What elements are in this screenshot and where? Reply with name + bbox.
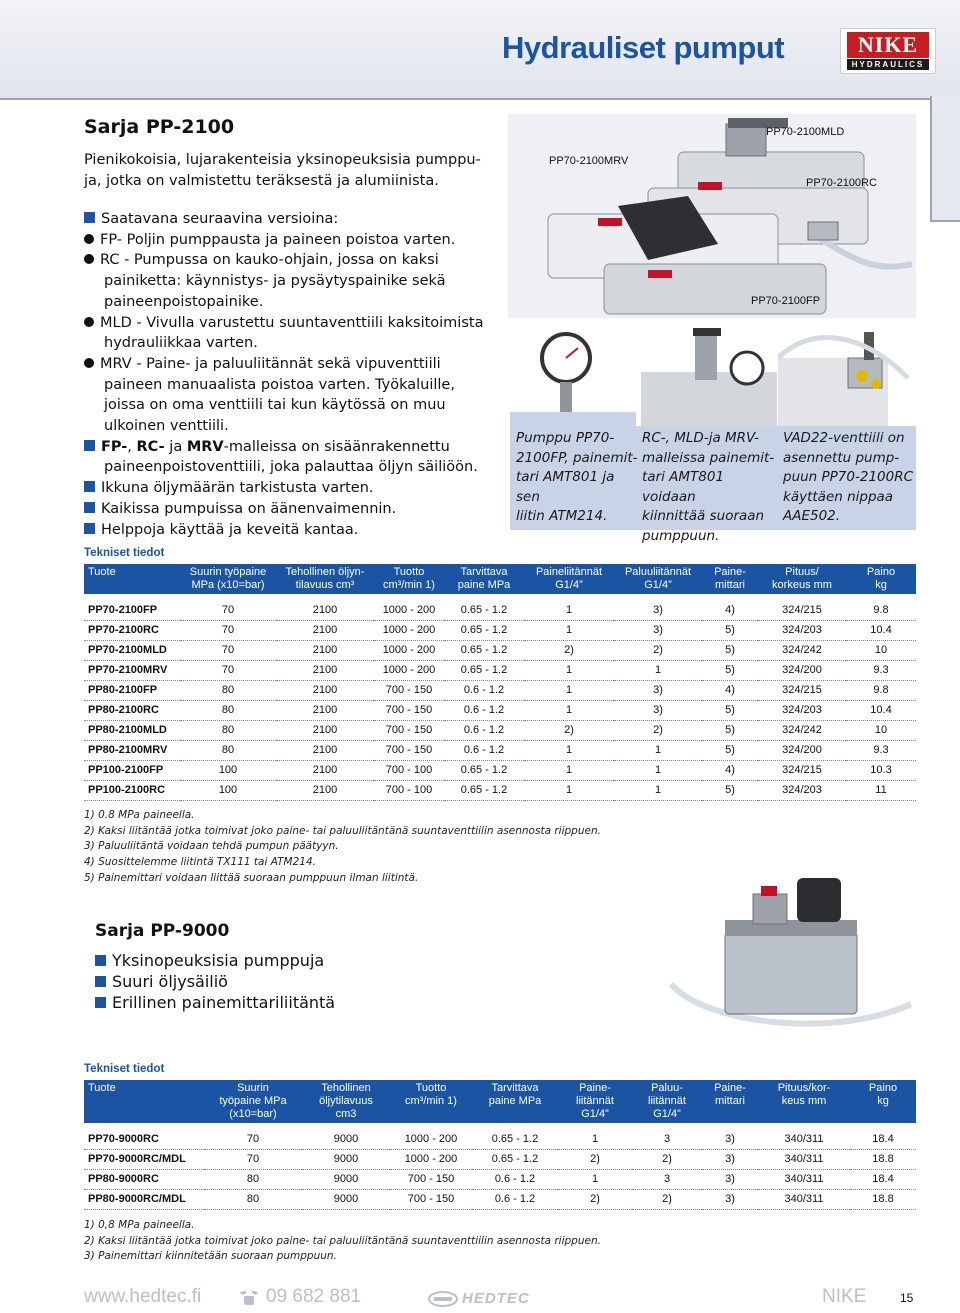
table-row — [84, 1129, 916, 1149]
footnote: 1) 0,8 MPa paineella. — [84, 1219, 195, 1231]
phone-icon — [238, 1287, 260, 1307]
product-cell: PP70-2100MLD — [84, 640, 180, 660]
table-row — [84, 720, 916, 740]
table-cell: 324/215 — [758, 680, 846, 700]
series-pp2100-features: Saatavana seuraavina versioina: FP- Poljin pumppausta ja paineen poistoa varten. RC - Pumpussa on kauko-ohjain, jossa on kaksi painiketta: käynnistys- ja pysäytyspainike sekä paineenpoistopainike. MLD - Vivulla varustettu suuntaventtiili kaksitoimista hydrauliikkaa varten. MRV - Paine- ja paluuliitännät sekä vipuventtiili paineen manuaalista poistoa varten. Työkaluille, joissa on oma venttiili tai kun käytössä on muu ulkoinen venttiili. FP-, RC- ja MRV-malleissa on sisäänrakennettu paineenpoistoventtiili, joka palauttaa öljyn säiliöön. Ikkuna öljymäärän tarkistusta varten. Kaikissa pumpuissa on äänenvaimennin. Helppoja käyttää ja keveitä kantaa. — [84, 209, 509, 540]
square-bullet-icon — [95, 997, 106, 1008]
table-cell: 70 — [180, 640, 276, 660]
square-bullet-icon — [84, 212, 95, 223]
feature-item: Suuri öljysäiliö — [95, 971, 335, 992]
footnote: 1) 0.8 MPa paineella. — [84, 809, 195, 821]
table-cell: 340/311 — [758, 1129, 850, 1149]
table-cell: 340/311 — [758, 1189, 850, 1209]
table-cell: 700 - 150 — [374, 740, 444, 760]
table-cell: 1 — [558, 1129, 632, 1149]
product-cell: PP80-2100MRV — [84, 740, 180, 760]
table-cell: 1 — [524, 780, 614, 800]
valve-photo — [778, 318, 916, 426]
column-header: Tuote — [84, 1080, 204, 1123]
table-cell: 10 — [846, 720, 916, 740]
table-cell: 100 — [180, 760, 276, 780]
table-cell: 3) — [702, 1149, 758, 1169]
table-cell: 0.6 - 1.2 — [472, 1169, 558, 1189]
table-cell: 2100 — [276, 760, 374, 780]
table-cell: 2) — [524, 720, 614, 740]
gauge-illustration — [510, 318, 636, 426]
table-cell: 2) — [614, 720, 702, 740]
square-bullet-icon — [84, 502, 95, 513]
table-cell: 2) — [614, 640, 702, 660]
table-cell: 1 — [524, 760, 614, 780]
table-cell: 0.65 - 1.2 — [444, 780, 524, 800]
table-cell: 1 — [558, 1169, 632, 1189]
table-cell: 700 - 100 — [374, 760, 444, 780]
logo-brand: NIKE — [847, 32, 929, 58]
table-row — [84, 760, 916, 780]
table-cell: 18.8 — [850, 1149, 916, 1169]
table-pp2100 — [84, 564, 916, 801]
table-cell: 5) — [702, 740, 758, 760]
square-bullet-icon — [84, 523, 95, 534]
table-cell: 2100 — [276, 720, 374, 740]
table-cell: 9000 — [302, 1129, 390, 1149]
table-cell: 3) — [614, 620, 702, 640]
table-cell: 2100 — [276, 660, 374, 680]
page-corner-tab — [930, 96, 960, 222]
table-cell: 0.6 - 1.2 — [444, 720, 524, 740]
table-cell: 324/203 — [758, 620, 846, 640]
table-cell: 4) — [702, 760, 758, 780]
series-pp2100-title: Sarja PP-2100 — [84, 116, 235, 138]
column-header: Paine- liitännät G1/4” — [558, 1080, 632, 1123]
table-cell: 1 — [524, 680, 614, 700]
column-header: Suurin työpaine MPa (x10=bar) — [204, 1080, 302, 1123]
photo-label-rc: PP70-2100RC — [806, 177, 877, 189]
table-cell: 0.65 - 1.2 — [472, 1129, 558, 1149]
table-cell: 2) — [558, 1149, 632, 1169]
footnote: 5) Painemittari voidaan liittää suoraan pumppuun ilman liitintä. — [84, 871, 419, 884]
dot-bullet-icon — [84, 317, 94, 327]
table-cell: 340/311 — [758, 1149, 850, 1169]
column-header: Paluu- liitännät G1/4” — [632, 1080, 702, 1123]
caption-gauge: Pumppu PP70- 2100FP, painemit- tari AMT801 ja sen liitin ATM214. — [516, 430, 638, 524]
photo-label-fp: PP70-2100FP — [751, 295, 821, 307]
feature-item: Helppoja käyttää ja keveitä kantaa. — [84, 520, 509, 541]
page-number: 15 — [900, 1291, 914, 1305]
table-cell: 70 — [204, 1129, 302, 1149]
table-cell: 1000 - 200 — [374, 640, 444, 660]
table-cell: 3) — [702, 1189, 758, 1209]
dot-bullet-icon — [84, 358, 94, 368]
table-cell: 324/203 — [758, 780, 846, 800]
table-cell: 80 — [180, 720, 276, 740]
table2-footnotes — [84, 1218, 644, 1265]
table-cell: 1 — [524, 700, 614, 720]
product-cell: PP80-9000RC — [84, 1169, 204, 1189]
product-cell: PP80-9000RC/MDL — [84, 1189, 204, 1209]
table-row — [84, 700, 916, 720]
table-cell: 80 — [204, 1189, 302, 1209]
feature-item: Yksinopeuksisia pumppuja — [95, 950, 335, 971]
table-cell: 11 — [846, 780, 916, 800]
table-cell: 3) — [614, 700, 702, 720]
table-cell: 2) — [632, 1189, 702, 1209]
column-header: Paineliitännät G1/4” — [524, 564, 614, 594]
product-cell: PP70-2100RC — [84, 620, 180, 640]
feature-item: Ikkuna öljymäärän tarkistusta varten. — [84, 478, 509, 499]
table-row — [84, 620, 916, 640]
table-cell: 70 — [180, 600, 276, 620]
series-pp9000-features — [95, 950, 335, 1013]
product-cell: PP70-2100FP — [84, 600, 180, 620]
table-cell: 324/215 — [758, 760, 846, 780]
table-pp9000 — [84, 1080, 916, 1210]
pressure-gauge-photo — [510, 318, 636, 426]
feature-item: FP- Poljin pumppausta ja paineen poistoa varten. — [84, 230, 509, 251]
table-cell: 700 - 150 — [374, 680, 444, 700]
table-cell: 4) — [702, 680, 758, 700]
table-cell: 5) — [702, 700, 758, 720]
logo-subtitle: HYDRAULICS — [847, 59, 929, 70]
valve-illustration — [778, 318, 916, 426]
footnote: 2) Kaksi liitäntää jotka toimivat joko paine- tai paluuliitäntänä suuntaventtiilin asennosta riippuen. — [84, 824, 601, 837]
table-cell: 324/242 — [758, 720, 846, 740]
table-cell: 10.4 — [846, 620, 916, 640]
table-cell: 2100 — [276, 680, 374, 700]
table-cell: 0.65 - 1.2 — [444, 660, 524, 680]
table-row — [84, 1149, 916, 1169]
footnote: 3) Painemittari kiinnitetään suoraan pumppuun. — [84, 1250, 337, 1263]
column-header: Tuotto cm³/min 1) — [390, 1080, 472, 1123]
gauge-on-pump-photo — [637, 318, 777, 426]
product-cell: PP100-2100FP — [84, 760, 180, 780]
table-cell: 1000 - 200 — [374, 600, 444, 620]
product-cell: PP80-2100FP — [84, 680, 180, 700]
product-cell: PP100-2100RC — [84, 780, 180, 800]
table-cell: 3 — [632, 1169, 702, 1189]
feature-item: Saatavana seuraavina versioina: — [84, 209, 509, 230]
footer-url[interactable]: www.hedtec.fi — [84, 1286, 202, 1307]
table-cell: 0.6 - 1.2 — [472, 1189, 558, 1209]
column-header: Tarvittava paine MPa — [444, 564, 524, 594]
table1-title: Tekniset tiedot — [84, 547, 165, 559]
table-cell: 700 - 150 — [374, 700, 444, 720]
column-header: Paine- mittari — [702, 1080, 758, 1123]
table-cell: 0.65 - 1.2 — [444, 620, 524, 640]
table-cell: 700 - 150 — [390, 1169, 472, 1189]
table-cell: 70 — [180, 620, 276, 640]
table-row — [84, 740, 916, 760]
table-row — [84, 1169, 916, 1189]
table-cell: 2100 — [276, 780, 374, 800]
footnote: 2) Kaksi liitäntää jotka toimivat joko paine- tai paluuliitäntänä suuntaventtiilin asennosta riippuen. — [84, 1234, 601, 1247]
table-cell: 100 — [180, 780, 276, 800]
gauge-pump-illustration — [637, 318, 777, 426]
table-cell: 9.8 — [846, 600, 916, 620]
caption-valve: VAD22-venttiili on asennettu pump- puun PP70-2100RC käyttäen nippaa AAE502. — [783, 430, 914, 524]
table-cell: 80 — [204, 1169, 302, 1189]
table-cell: 0.6 - 1.2 — [444, 740, 524, 760]
square-bullet-icon — [95, 976, 106, 987]
table-cell: 70 — [180, 660, 276, 680]
column-header: Paino kg — [846, 564, 916, 594]
table-row — [84, 680, 916, 700]
pp9000-illustration — [665, 864, 917, 1034]
dot-bullet-icon — [84, 234, 94, 244]
table-row — [84, 640, 916, 660]
page-title: Hydrauliset pumput — [502, 30, 785, 65]
column-header: Tuotto cm³/min 1) — [374, 564, 444, 594]
product-cell: PP80-2100RC — [84, 700, 180, 720]
column-header: Tarvittava paine MPa — [472, 1080, 558, 1123]
table-cell: 1000 - 200 — [374, 620, 444, 640]
table-cell: 5) — [702, 780, 758, 800]
feature-item: Erillinen painemittariliitäntä — [95, 992, 335, 1013]
table-cell: 340/311 — [758, 1169, 850, 1189]
table-cell: 324/242 — [758, 640, 846, 660]
table-cell: 10.4 — [846, 700, 916, 720]
table-cell: 324/200 — [758, 740, 846, 760]
column-header: Paine- mittari — [702, 564, 758, 594]
table-row — [84, 660, 916, 680]
table-cell: 700 - 150 — [390, 1189, 472, 1209]
feature-item: MLD - Vivulla varustettu suuntaventtiili kaksitoimista — [84, 313, 509, 334]
table-cell: 1 — [524, 660, 614, 680]
table-cell: 324/200 — [758, 660, 846, 680]
table-cell: 4) — [702, 600, 758, 620]
product-cell: PP70-2100MRV — [84, 660, 180, 680]
hedtec-logo-icon — [428, 1291, 458, 1307]
table-cell: 2100 — [276, 700, 374, 720]
footer-hedtec: HEDTEC — [462, 1290, 530, 1307]
table-header-row — [84, 564, 916, 594]
table-cell: 3) — [702, 1129, 758, 1149]
table-cell: 9000 — [302, 1149, 390, 1169]
table-cell: 0.65 - 1.2 — [472, 1149, 558, 1169]
table-row — [84, 780, 916, 800]
pp9000-pump-photo — [665, 864, 917, 1034]
column-header: Pituus/ korkeus mm — [758, 564, 846, 594]
table1-footnotes — [84, 808, 644, 887]
column-header: Paluuliitännät G1/4” — [614, 564, 702, 594]
table-cell: 2100 — [276, 620, 374, 640]
table-header-row — [84, 1080, 916, 1123]
table-cell: 80 — [180, 740, 276, 760]
table-cell: 1000 - 200 — [374, 660, 444, 680]
feature-item: RC - Pumpussa on kauko-ohjain, jossa on kaksi — [84, 250, 509, 271]
table-cell: 9.8 — [846, 680, 916, 700]
page-header — [0, 0, 960, 100]
footer-brand: NIKE — [822, 1286, 867, 1307]
table-cell: 0.6 - 1.2 — [444, 700, 524, 720]
caption-direct-mount: RC-, MLD-ja MRV- malleissa painemit- tari AMT801 voidaan kiinnittää suoraan pumppuun. — [642, 430, 775, 544]
table-cell: 2) — [524, 640, 614, 660]
table-cell: 1 — [614, 660, 702, 680]
table-cell: 3) — [614, 680, 702, 700]
table-cell: 18.4 — [850, 1129, 916, 1149]
table2-title: Tekniset tiedot — [84, 1063, 165, 1075]
table-cell: 0.65 - 1.2 — [444, 640, 524, 660]
feature-item: Kaikissa pumpuissa on äänenvaimennin. — [84, 499, 509, 520]
table-cell: 10.3 — [846, 760, 916, 780]
product-cell: PP80-2100MLD — [84, 720, 180, 740]
table-cell: 2100 — [276, 600, 374, 620]
table-cell: 9000 — [302, 1189, 390, 1209]
feature-item: MRV - Paine- ja paluuliitännät sekä vipuventtiili — [84, 354, 509, 375]
table-cell: 10 — [846, 640, 916, 660]
table-cell: 2100 — [276, 740, 374, 760]
table-cell: 5) — [702, 720, 758, 740]
column-header: Pituus/kor- keus mm — [758, 1080, 850, 1123]
footnote: 3) Paluuliitäntä voidaan tehdä pumpun päätyyn. — [84, 840, 339, 853]
pump-illustration — [508, 114, 916, 318]
footer-phone: 09 682 881 — [266, 1286, 362, 1307]
feature-item: FP-, RC- ja MRV-malleissa on sisäänrakennettu — [84, 437, 509, 458]
square-bullet-icon — [84, 481, 95, 492]
table-cell: 1 — [614, 760, 702, 780]
table-cell: 700 - 150 — [374, 720, 444, 740]
column-header: Suurin työpaine MPa (x10=bar) — [180, 564, 276, 594]
table-cell: 9.3 — [846, 660, 916, 680]
table-cell: 5) — [702, 620, 758, 640]
product-cell: PP70-9000RC/MDL — [84, 1149, 204, 1169]
table-cell: 0.65 - 1.2 — [444, 600, 524, 620]
table-cell: 5) — [702, 640, 758, 660]
photo-label-mrv: PP70-2100MRV — [549, 155, 629, 167]
table-cell: 0.65 - 1.2 — [444, 760, 524, 780]
footnote: 4) Suosittelemme liitintä TX111 tai ATM214. — [84, 856, 316, 869]
square-bullet-icon — [95, 955, 106, 966]
table-cell: 70 — [204, 1149, 302, 1169]
table-cell: 9000 — [302, 1169, 390, 1189]
table-cell: 0.6 - 1.2 — [444, 680, 524, 700]
table-cell: 1 — [614, 740, 702, 760]
series-pp2100-intro: Pienikokoisia, lujarakenteisia yksinopeuksisia pumppu- ja, jotka on valmistettu teräksestä ja alumiinista. — [84, 152, 481, 189]
column-header: Paino kg — [850, 1080, 916, 1123]
table-cell: 9.3 — [846, 740, 916, 760]
table-row — [84, 600, 916, 620]
dot-bullet-icon — [84, 254, 94, 264]
table-cell: 324/203 — [758, 700, 846, 720]
table-cell: 1 — [614, 780, 702, 800]
table-cell: 18.4 — [850, 1169, 916, 1189]
pump-variants-photo — [508, 114, 916, 318]
table-cell: 3) — [702, 1169, 758, 1189]
table-cell: 1 — [524, 740, 614, 760]
table-cell: 18.8 — [850, 1189, 916, 1209]
product-cell: PP70-9000RC — [84, 1129, 204, 1149]
table-cell: 3) — [614, 600, 702, 620]
table-row — [84, 1189, 916, 1209]
table-cell: 1 — [524, 600, 614, 620]
table-cell: 80 — [180, 680, 276, 700]
table-cell: 700 - 100 — [374, 780, 444, 800]
square-bullet-icon — [84, 440, 95, 451]
table-cell: 1000 - 200 — [390, 1149, 472, 1169]
table-cell: 2100 — [276, 640, 374, 660]
table-cell: 80 — [180, 700, 276, 720]
table-cell: 2) — [558, 1189, 632, 1209]
table-cell: 324/215 — [758, 600, 846, 620]
table-cell: 5) — [702, 660, 758, 680]
column-header: Tuote — [84, 564, 180, 594]
table-cell: 3 — [632, 1129, 702, 1149]
table-cell: 2) — [632, 1149, 702, 1169]
photo-label-mld: PP70-2100MLD — [766, 126, 845, 138]
table-cell: 1000 - 200 — [390, 1129, 472, 1149]
series-pp9000-title: Sarja PP-9000 — [95, 921, 230, 941]
column-header: Tehollinen öljytilavuus cm3 — [302, 1080, 390, 1123]
table-cell: 1 — [524, 620, 614, 640]
column-header: Tehollinen öljyn- tilavuus cm³ — [276, 564, 374, 594]
